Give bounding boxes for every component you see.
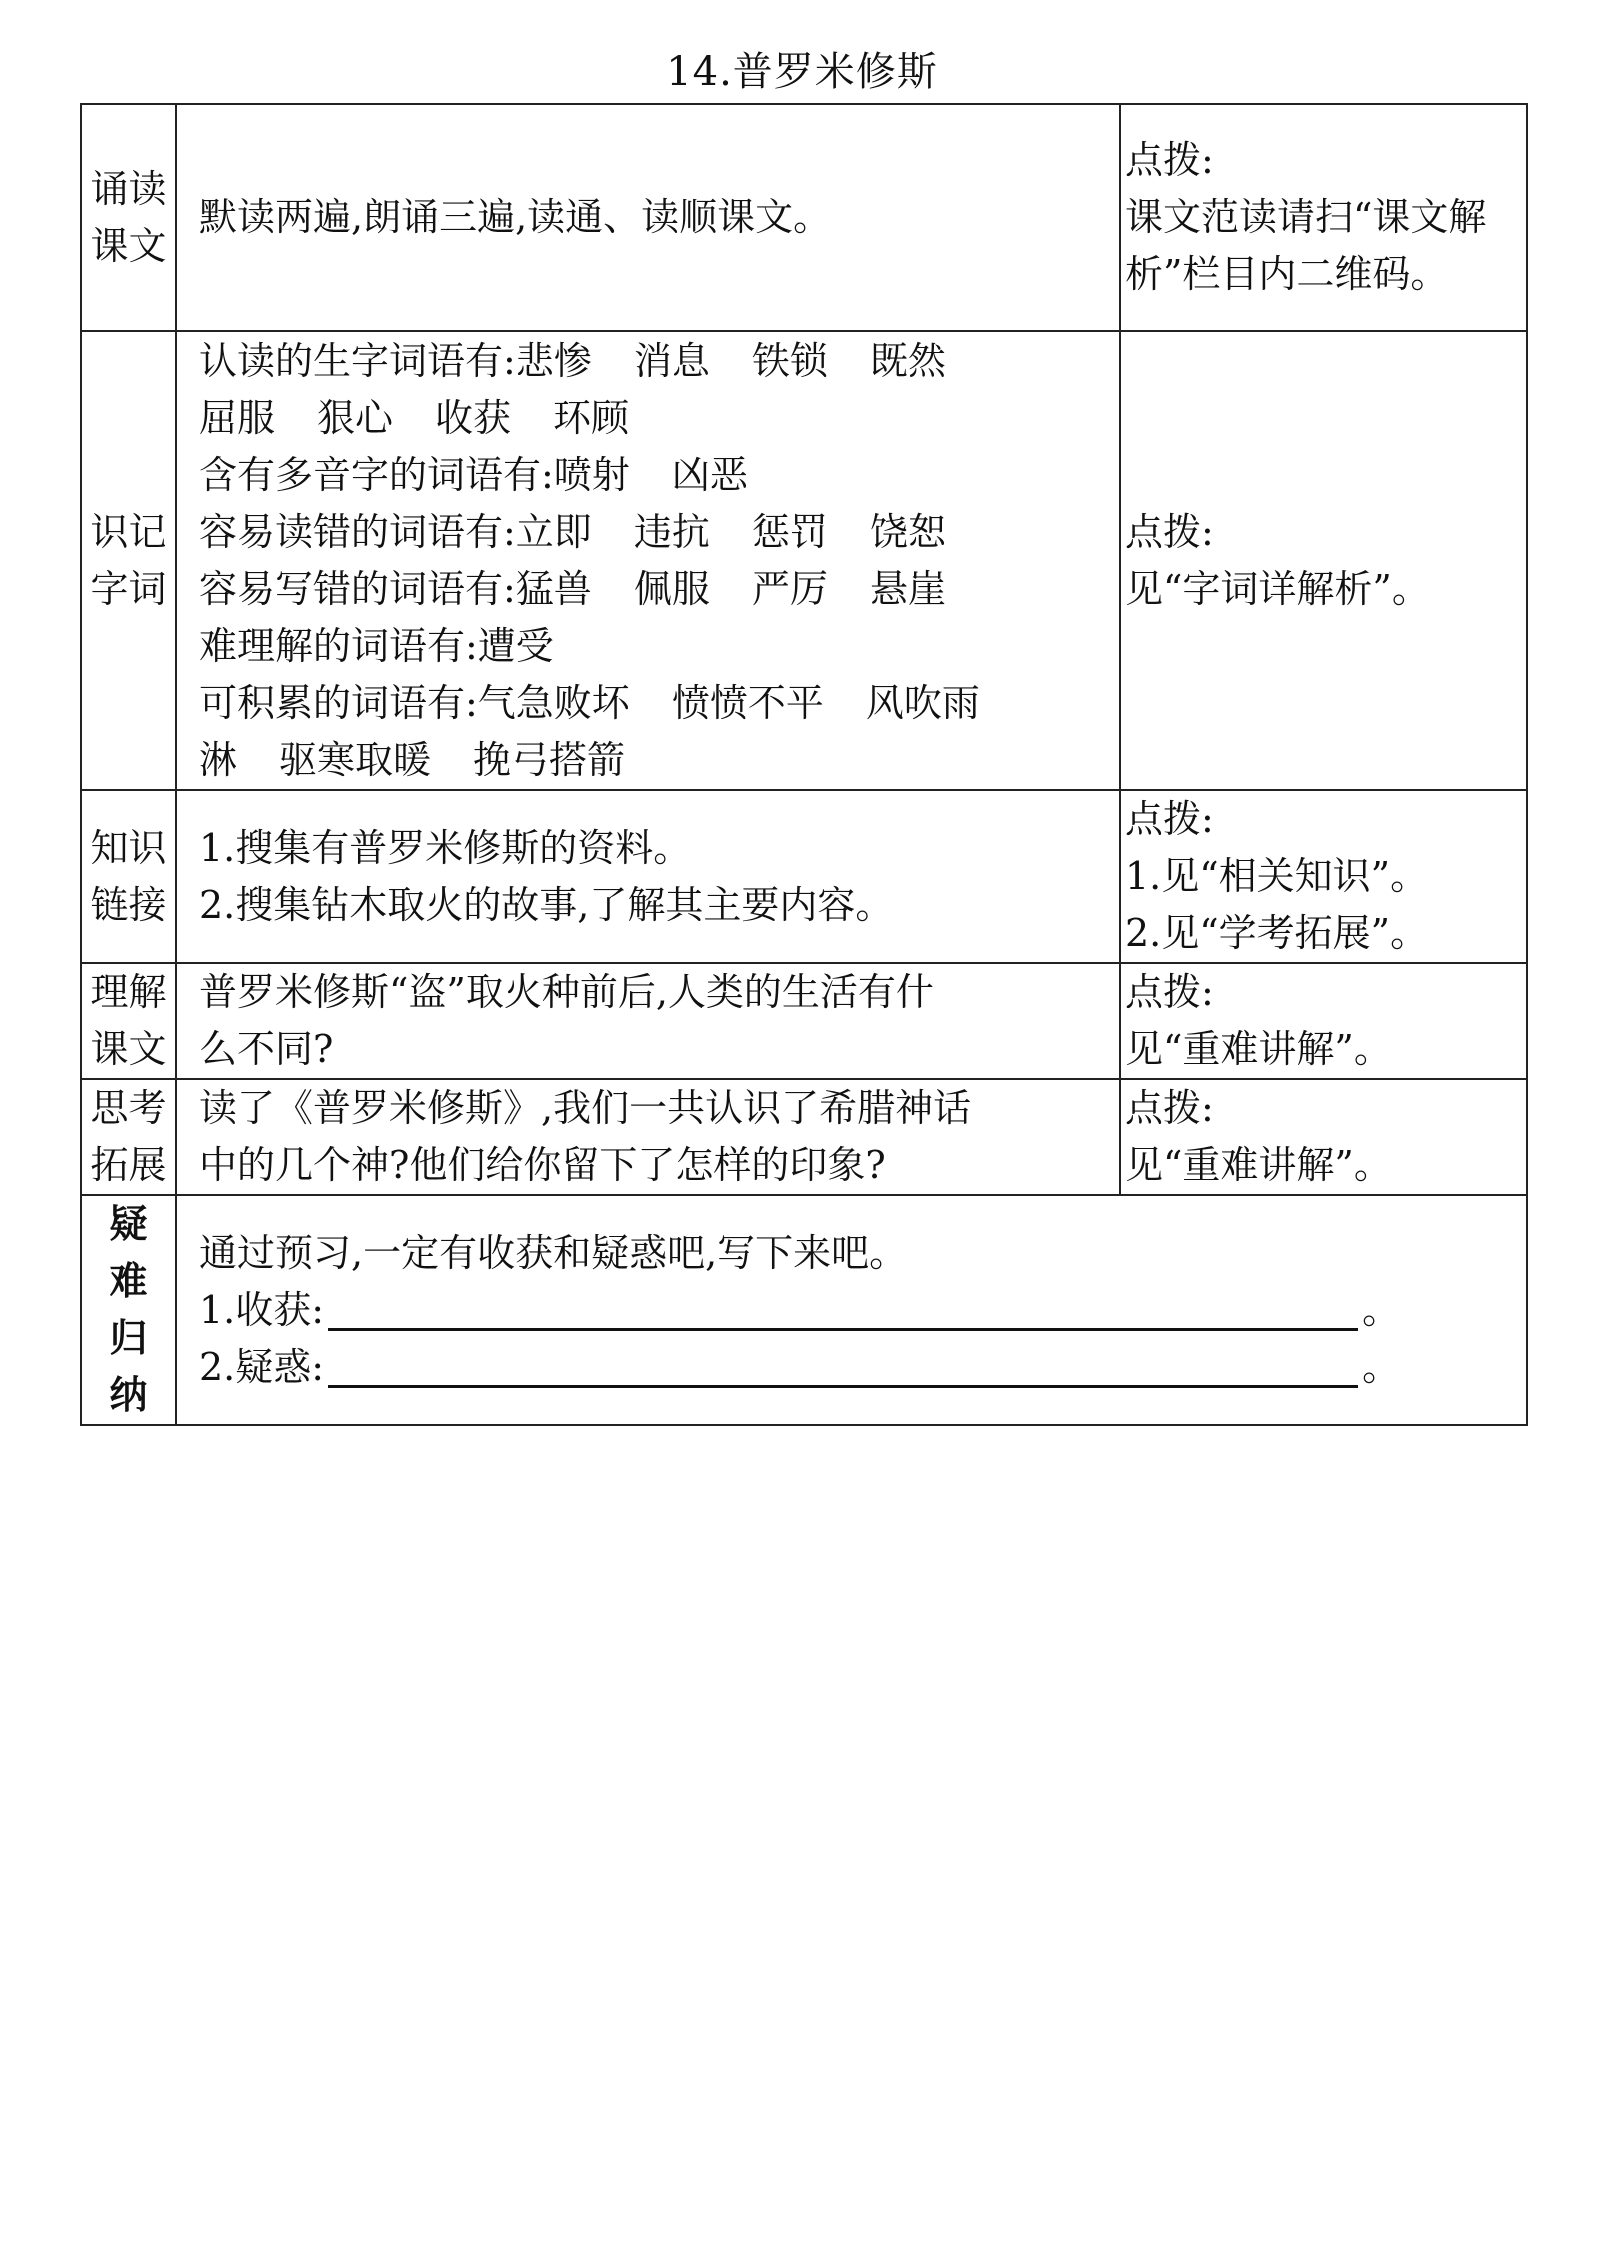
word-line: 容易写错的词语有:猛兽 佩服 严厉 悬崖 <box>199 566 946 611</box>
row-label: 疑 难 归 纳 <box>81 1195 176 1425</box>
word-line: 含有多音字的词语有:喷射 凶恶 <box>199 452 748 497</box>
doubt-line: 2.疑惑: 。 <box>199 1339 1512 1396</box>
row-content: 读了《普罗米修斯》,我们一共认识了希腊神话 中的几个神?他们给你留下了怎样的印象? <box>176 1079 1120 1195</box>
gain-answer-blank[interactable] <box>328 1284 1358 1331</box>
row-content: 默读两遍,朗诵三遍,读通、读顺课文。 <box>176 104 1120 331</box>
word-line: 屈服 狠心 收获 环顾 <box>199 395 630 440</box>
word-line: 淋 驱寒取暖 挽弓搭箭 <box>199 737 626 782</box>
hint-cell: 点拨: 见“字词详解析”。 <box>1120 331 1527 790</box>
row-understand-text <box>81 963 1527 1079</box>
row-vocabulary <box>81 331 1527 790</box>
row-summary <box>81 1195 1527 1425</box>
page-title: 14.普罗米修斯 <box>666 49 938 95</box>
row-label: 识记 字词 <box>81 331 176 790</box>
row-knowledge-link <box>81 790 1527 963</box>
row-label: 理解 课文 <box>81 963 176 1079</box>
row-content <box>176 331 1120 790</box>
row-label: 思考 拓展 <box>81 1079 176 1195</box>
hint-cell: 点拨: 见“重难讲解”。 <box>1120 1079 1527 1195</box>
row-read-text <box>81 104 1527 331</box>
row-content: 普罗米修斯“盗”取火种前后,人类的生活有什 么不同? <box>176 963 1120 1079</box>
row-think-extend <box>81 1079 1527 1195</box>
row-label: 诵读 课文 <box>81 104 176 331</box>
hint-cell: 点拨: 课文范读请扫“课文解析”栏目内二维码。 <box>1120 104 1527 331</box>
word-line: 可积累的词语有:气急败坏 愤愤不平 风吹雨 <box>199 680 980 725</box>
word-line: 容易读错的词语有:立即 违抗 惩罚 饶恕 <box>199 509 946 554</box>
word-line: 难理解的词语有:遭受 <box>199 623 554 668</box>
hint-cell: 点拨: 见“重难讲解”。 <box>1120 963 1527 1079</box>
row-content: 1.搜集有普罗米修斯的资料。 2.搜集钻木取火的故事,了解其主要内容。 <box>176 790 1120 963</box>
row-label: 知识 链接 <box>81 790 176 963</box>
word-line: 认读的生字词语有:悲惨 消息 铁锁 既然 <box>199 338 946 383</box>
hint-cell: 点拨: 1.见“相关知识”。 2.见“学考拓展”。 <box>1120 790 1527 963</box>
row-content: 通过预习,一定有收获和疑惑吧,写下来吧。 1.收获: 。 2.疑惑: 。 <box>176 1195 1527 1425</box>
doubt-answer-blank[interactable] <box>328 1341 1358 1388</box>
preview-table <box>80 103 1528 1426</box>
gain-line: 1.收获: 。 <box>199 1282 1512 1339</box>
